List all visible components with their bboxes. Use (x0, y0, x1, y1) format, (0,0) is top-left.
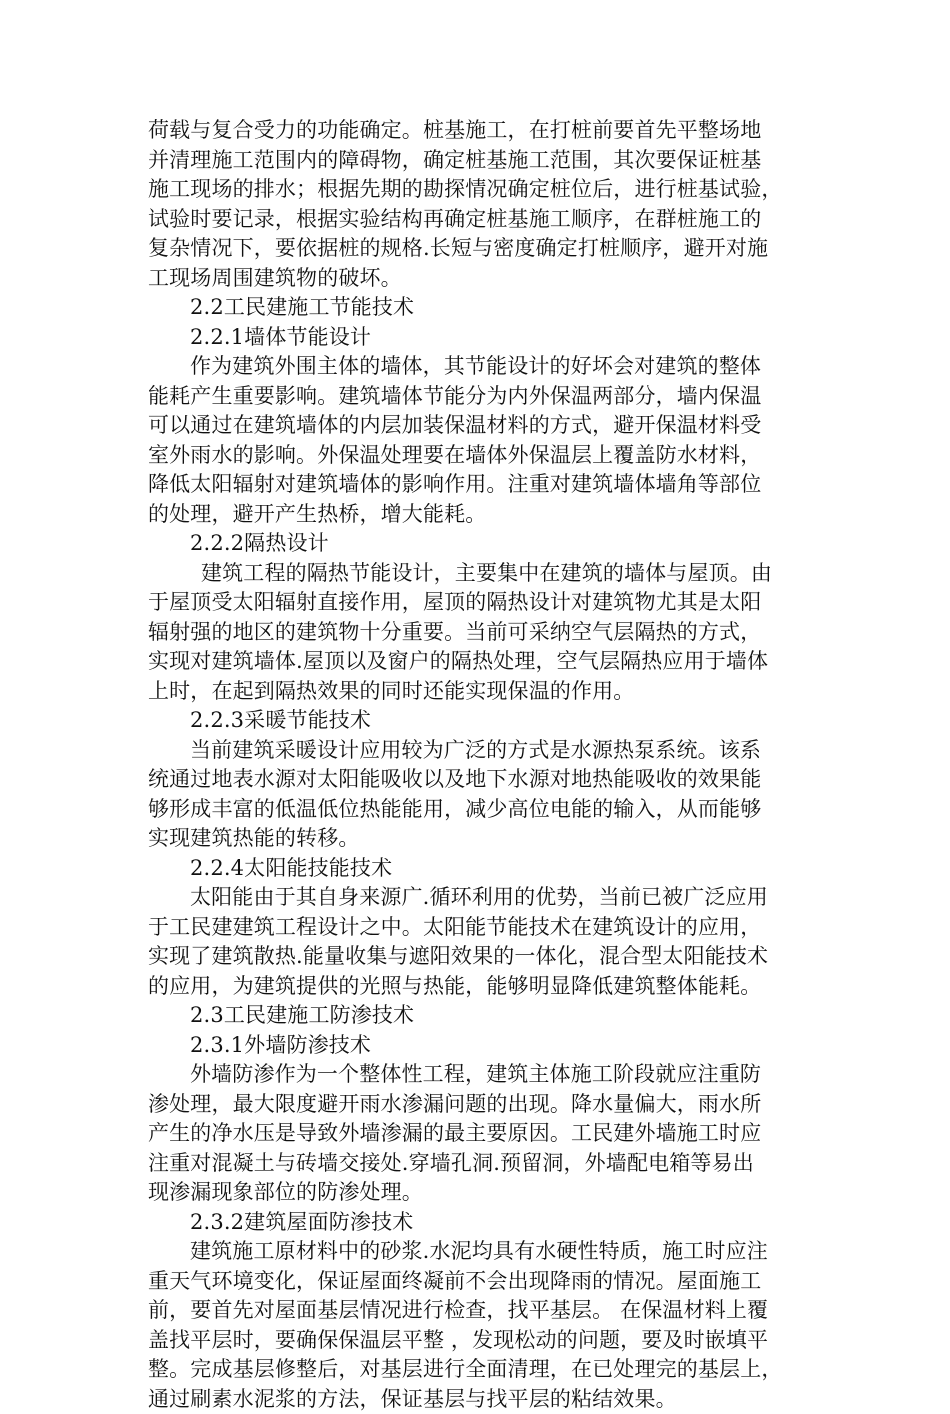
text-line: 前，要首先对屋面基层情况进行检查，找平基层。 在保温材料上覆 (148, 1296, 812, 1326)
text-line: 试验时要记录，根据实验结构再确定桩基施工顺序，在群桩施工的 (148, 205, 812, 235)
text-line: 可以通过在建筑墙体的内层加装保温材料的方式，避开保温材料受 (148, 411, 812, 441)
paragraph-first-line: 建筑施工原材料中的砂浆.水泥均具有水硬性特质，施工时应注 (148, 1237, 812, 1267)
text-line: 注重对混凝土与砖墙交接处.穿墙孔洞.预留洞，外墙配电箱等易出 (148, 1149, 812, 1179)
text-line: 现渗漏现象部位的防渗处理。 (148, 1178, 812, 1208)
section-heading: 2.2工民建施工节能技术 (148, 293, 812, 323)
paragraph-first-line: 建筑工程的隔热节能设计，主要集中在建筑的墙体与屋顶。由 (148, 559, 812, 589)
text-line: 通过刷素水泥浆的方法，保证基层与找平层的粘结效果。 (148, 1385, 812, 1414)
text-line: 的处理，避开产生热桥，增大能耗。 (148, 500, 812, 530)
text-line: 室外雨水的影响。外保温处理要在墙体外保温层上覆盖防水材料， (148, 441, 812, 471)
subsection-heading: 2.2.1墙体节能设计 (148, 323, 812, 353)
text-line: 够形成丰富的低温低位热能能用，减少高位电能的输入，从而能够 (148, 795, 812, 825)
text-line: 的应用，为建筑提供的光照与热能，能够明显降低建筑整体能耗。 (148, 972, 812, 1002)
text-line: 实现了建筑散热.能量收集与遮阳效果的一体化，混合型太阳能技术 (148, 942, 812, 972)
text-line: 于工民建建筑工程设计之中。太阳能节能技术在建筑设计的应用， (148, 913, 812, 943)
text-line: 渗处理，最大限度避开雨水渗漏问题的出现。降水量偏大，雨水所 (148, 1090, 812, 1120)
paragraph-first-line: 太阳能由于其自身来源广.循环利用的优势，当前已被广泛应用 (148, 883, 812, 913)
text-line: 统通过地表水源对太阳能吸收以及地下水源对地热能吸收的效果能 (148, 765, 812, 795)
section-heading: 2.3工民建施工防渗技术 (148, 1001, 812, 1031)
text-line: 并清理施工范围内的障碍物，确定桩基施工范围，其次要保证桩基 (148, 146, 812, 176)
text-line: 复杂情况下，要依据桩的规格.长短与密度确定打桩顺序，避开对施 (148, 234, 812, 264)
subsection-heading: 2.3.1外墙防渗技术 (148, 1031, 812, 1061)
text-line: 辐射强的地区的建筑物十分重要。当前可采纳空气层隔热的方式， (148, 618, 812, 648)
paragraph-first-line: 当前建筑采暖设计应用较为广泛的方式是水源热泵系统。该系 (148, 736, 812, 766)
subsection-heading: 2.2.3采暖节能技术 (148, 706, 812, 736)
text-line: 重天气环境变化，保证屋面终凝前不会出现降雨的情况。屋面施工 (148, 1267, 812, 1297)
subsection-heading: 2.2.4太阳能技能技术 (148, 854, 812, 884)
text-line: 荷载与复合受力的功能确定。桩基施工，在打桩前要首先平整场地 (148, 116, 812, 146)
text-line: 施工现场的排水；根据先期的勘探情况确定桩位后，进行桩基试验， (148, 175, 812, 205)
subsection-heading: 2.3.2建筑屋面防渗技术 (148, 1208, 812, 1238)
paragraph-first-line: 外墙防渗作为一个整体性工程，建筑主体施工阶段就应注重防 (148, 1060, 812, 1090)
subsection-heading: 2.2.2隔热设计 (148, 529, 812, 559)
text-line: 产生的净水压是导致外墙渗漏的最主要原因。工民建外墙施工时应 (148, 1119, 812, 1149)
text-line: 于屋顶受太阳辐射直接作用，屋顶的隔热设计对建筑物尤其是太阳 (148, 588, 812, 618)
text-line: 盖找平层时，要确保保温层平整 ，发现松动的问题，要及时嵌填平 (148, 1326, 812, 1356)
text-line: 降低太阳辐射对建筑墙体的影响作用。注重对建筑墙体墙角等部位 (148, 470, 812, 500)
paragraph-first-line: 作为建筑外围主体的墙体，其节能设计的好坏会对建筑的整体 (148, 352, 812, 382)
text-line: 能耗产生重要影响。建筑墙体节能分为内外保温两部分，墙内保温 (148, 382, 812, 412)
text-line: 整。完成基层修整后，对基层进行全面清理，在已处理完的基层上， (148, 1355, 812, 1385)
text-line: 实现建筑热能的转移。 (148, 824, 812, 854)
text-line: 实现对建筑墙体.屋顶以及窗户的隔热处理，空气层隔热应用于墙体 (148, 647, 812, 677)
text-line: 上时，在起到隔热效果的同时还能实现保温的作用。 (148, 677, 812, 707)
document-body (148, 116, 812, 1414)
text-line: 工现场周围建筑物的破坏。 (148, 264, 812, 294)
